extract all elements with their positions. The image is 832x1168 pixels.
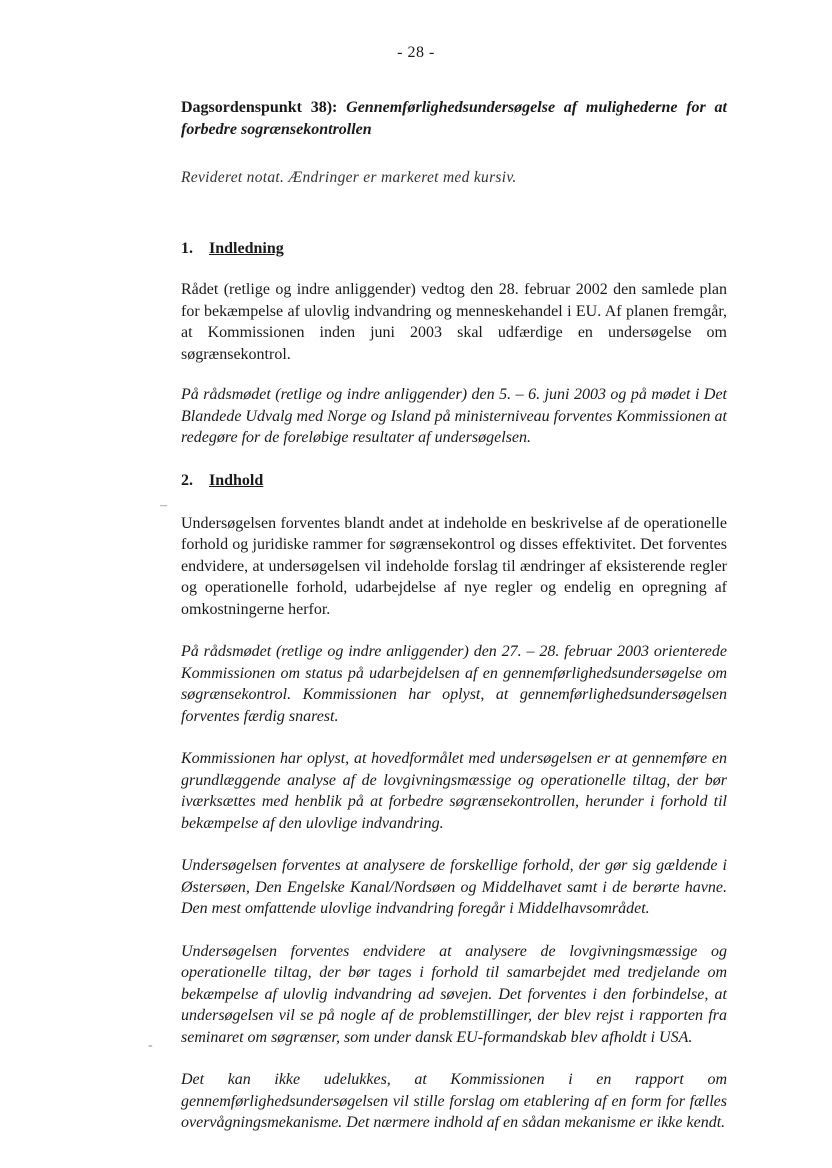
agenda-lead: Dagsordenspunkt 38): xyxy=(181,99,338,116)
content-paragraph-5: Undersøgelsen forventes endvidere at analysere de lovgivningsmæssige og operationelle tiltag, der bør tages i forhold til samarbejdet med tredjelande om bekæmpelse af ulovlig indvandring ad søvejen. Det forventes i den forbindelse, at undersøgelsen vil se på nogle af de problemstillinger, der blev rejst i rapporten fra seminaret om søgrænser, som under dansk EU-formandskab blev afholdt i USA. xyxy=(181,942,727,1046)
page-number: - 28 - xyxy=(397,44,435,61)
revised-note: Revideret notat. Ændringer er markeret med kursiv. xyxy=(181,169,517,186)
intro-paragraph-2: På rådsmødet (retlige og indre anliggender) den 5. – 6. juni 2003 og på mødet i Det Blandede Udvalg med Norge og Island på ministerniveau forventes Kommissionen at redegøre for de foreløbige resultater af undersøgelsen. xyxy=(181,386,727,446)
agenda-heading xyxy=(181,97,727,141)
content-paragraph-4: Undersøgelsen forventes at analysere de forskellige forhold, der gør sig gældende i Østersøen, Den Engelske Kanal/Nordsøen og Middelhavet samt i de berørte havne. Den mest omfattende ulovlige indvandring foregår i Middelhavsområdet. xyxy=(181,857,727,917)
section-title: Indhold xyxy=(209,471,264,489)
section-heading-content xyxy=(181,470,727,492)
content-paragraph-1: Undersøgelsen forventes blandt andet at indeholde en beskrivelse af de operationelle forhold og juridiske rammer for søgrænsekontrol og disses effektivitet. Det forventes endvidere, at undersøgelsen vil indeholde forslag til ændringer af eksisterende regler og operationelle forhold, udarbejdelse af nye regler og endelig en opregning af omkostningerne herfor. xyxy=(181,514,727,618)
agenda-topic: Gennemførlighedsundersøgelse af mulighederne for at forbedre sogrænsekontrollen xyxy=(181,99,728,138)
section-number: 2. xyxy=(181,471,193,489)
margin-dash-mark: – xyxy=(160,498,167,513)
content-paragraph-3: Kommissionen har oplyst, at hovedformålet med undersøgelsen er at gennemføre en grundlæggende analyse af de lovgivningsmæssige og operationelle tiltag, der bør iværksættes med henblik på at forbedre søgrænsekontrollen, herunder i forhold til bekæmpelse af den ulovlige indvandring. xyxy=(181,750,727,832)
content-paragraph-6: Det kan ikke udelukkes, at Kommissionen i en rapport om gennemførlighedsundersøgelsen vil stille forslag om etablering af en form for fælles overvågningsmekanisme. Det nærmere indhold af en sådan mekanisme er ikke kendt. xyxy=(181,1071,727,1131)
content-paragraph-2: På rådsmødet (retlige og indre anliggender) den 27. – 28. februar 2003 orienterede Kommissionen om status på udarbejdelsen af en gennemførlighedsundersøgelse om søgrænsekontrol. Kommissionen har oplyst, at gennemførlighedsundersøgelsen forventes færdig snarest. xyxy=(181,643,727,725)
section-heading-intro xyxy=(181,238,727,260)
margin-dash-mark: - xyxy=(148,1038,153,1053)
section-number: 1. xyxy=(181,240,193,257)
document-body xyxy=(181,97,727,1134)
section-title: Indledning xyxy=(209,240,284,257)
intro-paragraph-1: Rådet (retlige og indre anliggender) vedtog den 28. februar 2002 den samlede plan for bekæmpelse af ulovlig indvandring og menneskehandel i EU. Af planen fremgår, at Kommissionen inden juni 2003 skal udfærdige en undersøgelse om søgrænsekontrol. xyxy=(181,281,727,363)
